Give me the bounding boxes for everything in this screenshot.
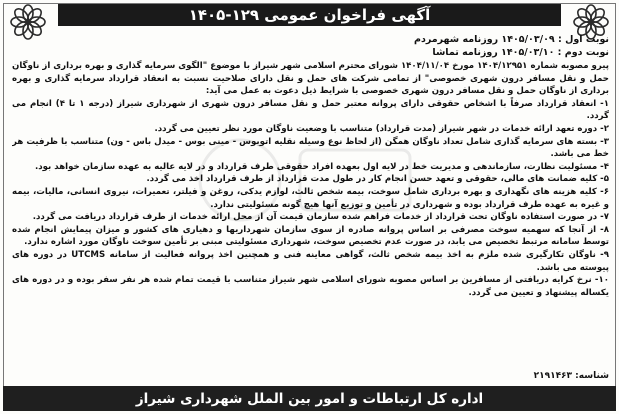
condition-item: ۴- مسئولیت نظارت، سازماندهی و مدیریت خط در لایه اول بعهده افراد حقوقی طرف قرارداد و در لایه عالیه به عهده سازمان خواهد بود. bbox=[34, 161, 609, 172]
notice-id: شناسه: ۲۱۹۱۴۶۳ bbox=[533, 371, 609, 381]
condition-item: ۲- دوره تعهد ارائه خدمات در شهر شیراز (مدت قرارداد) متناسب با وضعیت ناوگان مورد نظر تعیین می گردد. bbox=[154, 123, 609, 134]
condition-item: ۶- کلیه هزینه های نگهداری و بهره برداری شامل سوخت، بیمه شخص ثالث، لوازم یدکی، روغن و فیلتر، تعمیرات، نیروی انسانی، مالیات، بیمه و غیره به عهده طرف قرارداد بوده و شهرداری در تأمین و توزیع آنها هیچ گونه مسئولیتی ندارد. bbox=[12, 186, 609, 210]
department-name: اداره کل ارتباطات و امور بین الملل شهرداری شیراز bbox=[135, 390, 484, 407]
condition-item: ۷- در صورت استفاده ناوگان تحت قرارداد از خدمات فراهم شده سازمان قیمت آن از محل ارائه خدمات از طرف قرارداد دریافت می گردد. bbox=[32, 212, 609, 223]
condition-item: ۳- بسته های سرمایه گذاری شامل تعداد ناوگان همگن (از لحاظ نوع وسیله نقلیه اتوبوس - مینی بوس - میدل باس - ون) متناسب با ظرفیت هر خط می باشد. bbox=[12, 136, 609, 160]
condition-item: ۱- انعقاد قرارداد صرفاً با اشخاص حقوقی دارای پروانه معتبر حمل و نقل مسافر درون شهری از شهرداری شیراز (درجه ۱ تا ۴) انجام می گردد. bbox=[12, 98, 609, 122]
condition-item: ۸- از آنجا که سهمیه سوخت مصرفی بر اساس پروانه صادره از سوی سازمان شهرداریها و دهیاری های کشور و میزان پیمایش انجام شده توسط سامانه مرتبط تخصیص می یابد، در صورت عدم تخصیص سوخت، شهرداری مسئولیتی مبنی بر تأمین سوخت ناوگان مورد اشاره ندارد. bbox=[12, 224, 609, 248]
condition-item: ۵- کلیه ضمانت های مالی، حقوقی و تعهد حسن انجام کار در طول مدت قرارداد از طرف قرارداد اخذ می گردد. bbox=[146, 174, 609, 185]
footer-bar bbox=[3, 386, 616, 411]
condition-item: ۹- ناوگان تکارگیری شده ملزم به اخذ بیمه شخص ثالث، گواهی معاینه فنی و همچنین اخذ پروانه فعالیت از سامانه UTCMS در دوره های پیوسته می باشد. bbox=[12, 249, 609, 273]
publication-second: نوبت دوم : ۱۴۰۵/۰۳/۱۰ روزنامه تماشا bbox=[432, 47, 609, 58]
intro-paragraph: پیرو مصوبه شماره ۱۴۰۴/۱۲۹۵۱ مورخ ۱۴۰۴/۱۱/۰۴ شورای محترم اسلامی شهر شیراز با موضوع "الگوی سرمایه گذاری و بهره برداری از ناوگان حمل و نقل مسافر درون شهری خصوصی" از تمامی شرکت های حمل و نقل دارای صلاحیت نسبت به انعقاد قرارداد سرمایه گذاری و بهره برداری از ناوگان حمل و نقل مسافر درون شهری خصوصی با شرایط ذیل دعوت به عمل می آید: bbox=[12, 61, 609, 97]
publication-info bbox=[229, 33, 609, 59]
notice-title: آگهی فراخوان عمومی ۱۲۹-۱۴۰۵ bbox=[188, 6, 431, 24]
condition-item: ۱۰- نرخ کرایه دریافتی از مسافرین بر اساس مصوبه شورای اسلامی شهر شیراز متناسب با قیمت تمام شده هر نفر سفر بوده و در دوره های یکساله پیشنهاد و تعیین می گردد. bbox=[12, 275, 609, 298]
notice-body bbox=[12, 60, 609, 370]
title-bar bbox=[58, 4, 561, 26]
municipality-logo-icon bbox=[8, 2, 48, 42]
publication-first: نوبت اول : ۱۴۰۵/۰۳/۰۹ روزنامه شهرمردم bbox=[414, 34, 609, 45]
